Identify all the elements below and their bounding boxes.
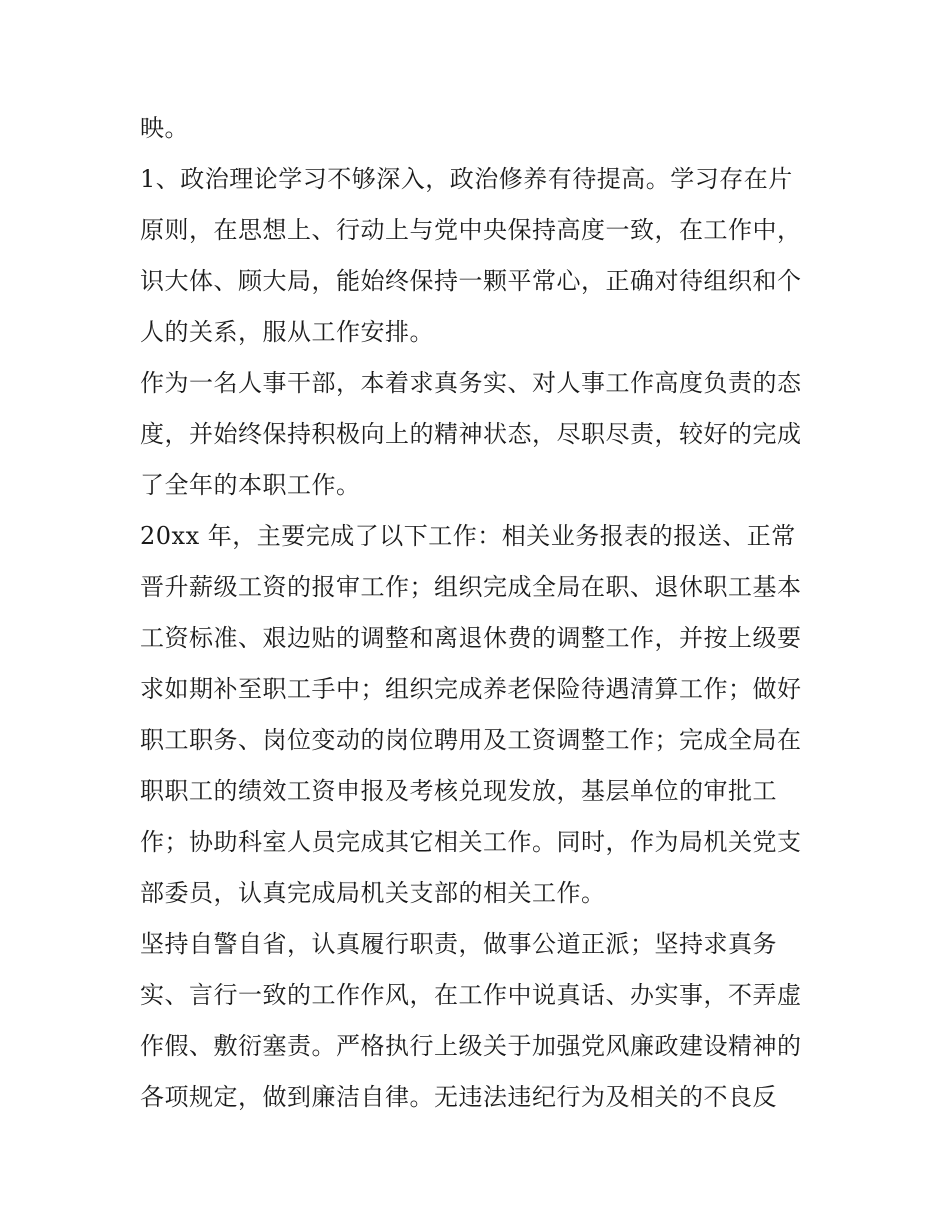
text-line: 映。 (140, 114, 189, 142)
text-line: 识大体、顾大局，能始终保持一颗平常心，正确对待组织和个 (140, 267, 802, 295)
text-line: 1、政治理论学习不够深入，政治修养有待提高。学习存在片 (140, 165, 793, 193)
text-line: 实、言行一致的工作作风，在工作中说真话、办实事，不弄虚 (140, 981, 802, 1009)
text-line: 职工职务、岗位变动的岗位聘用及工资调整工作；完成全局在 (140, 726, 802, 754)
text-line: 人的关系，服从工作安排。 (140, 318, 434, 346)
text-line: 20xx 年，主要完成了以下工作：相关业务报表的报送、正常 (140, 522, 796, 550)
text-line: 职职工的绩效工资申报及考核兑现发放，基层单位的审批工 (140, 777, 777, 805)
text-line: 度，并始终保持积极向上的精神状态，尽职尽责，较好的完成 (140, 420, 802, 448)
document-body (140, 103, 820, 1123)
text-line: 求如期补至职工手中；组织完成养老保险待遇清算工作；做好 (140, 675, 802, 703)
text-line: 部委员，认真完成局机关支部的相关工作。 (140, 879, 606, 907)
text-line: 作为一名人事干部，本着求真务实、对人事工作高度负责的态 (140, 369, 802, 397)
text-line: 坚持自警自省，认真履行职责，做事公道正派；坚持求真务 (140, 930, 777, 958)
text-line: 作；协助科室人员完成其它相关工作。同时，作为局机关党支 (140, 828, 802, 856)
text-line: 各项规定，做到廉洁自律。无违法违纪行为及相关的不良反 (140, 1083, 777, 1111)
text-line: 原则，在思想上、行动上与党中央保持高度一致，在工作中， (140, 216, 802, 244)
text-line: 作假、敷衍塞责。严格执行上级关于加强党风廉政建设精神的 (140, 1032, 802, 1060)
text-line: 工资标准、艰边贴的调整和离退休费的调整工作，并按上级要 (140, 624, 802, 652)
text-line: 了全年的本职工作。 (140, 471, 361, 499)
text-line: 晋升薪级工资的报审工作；组织完成全局在职、退休职工基本 (140, 573, 802, 601)
